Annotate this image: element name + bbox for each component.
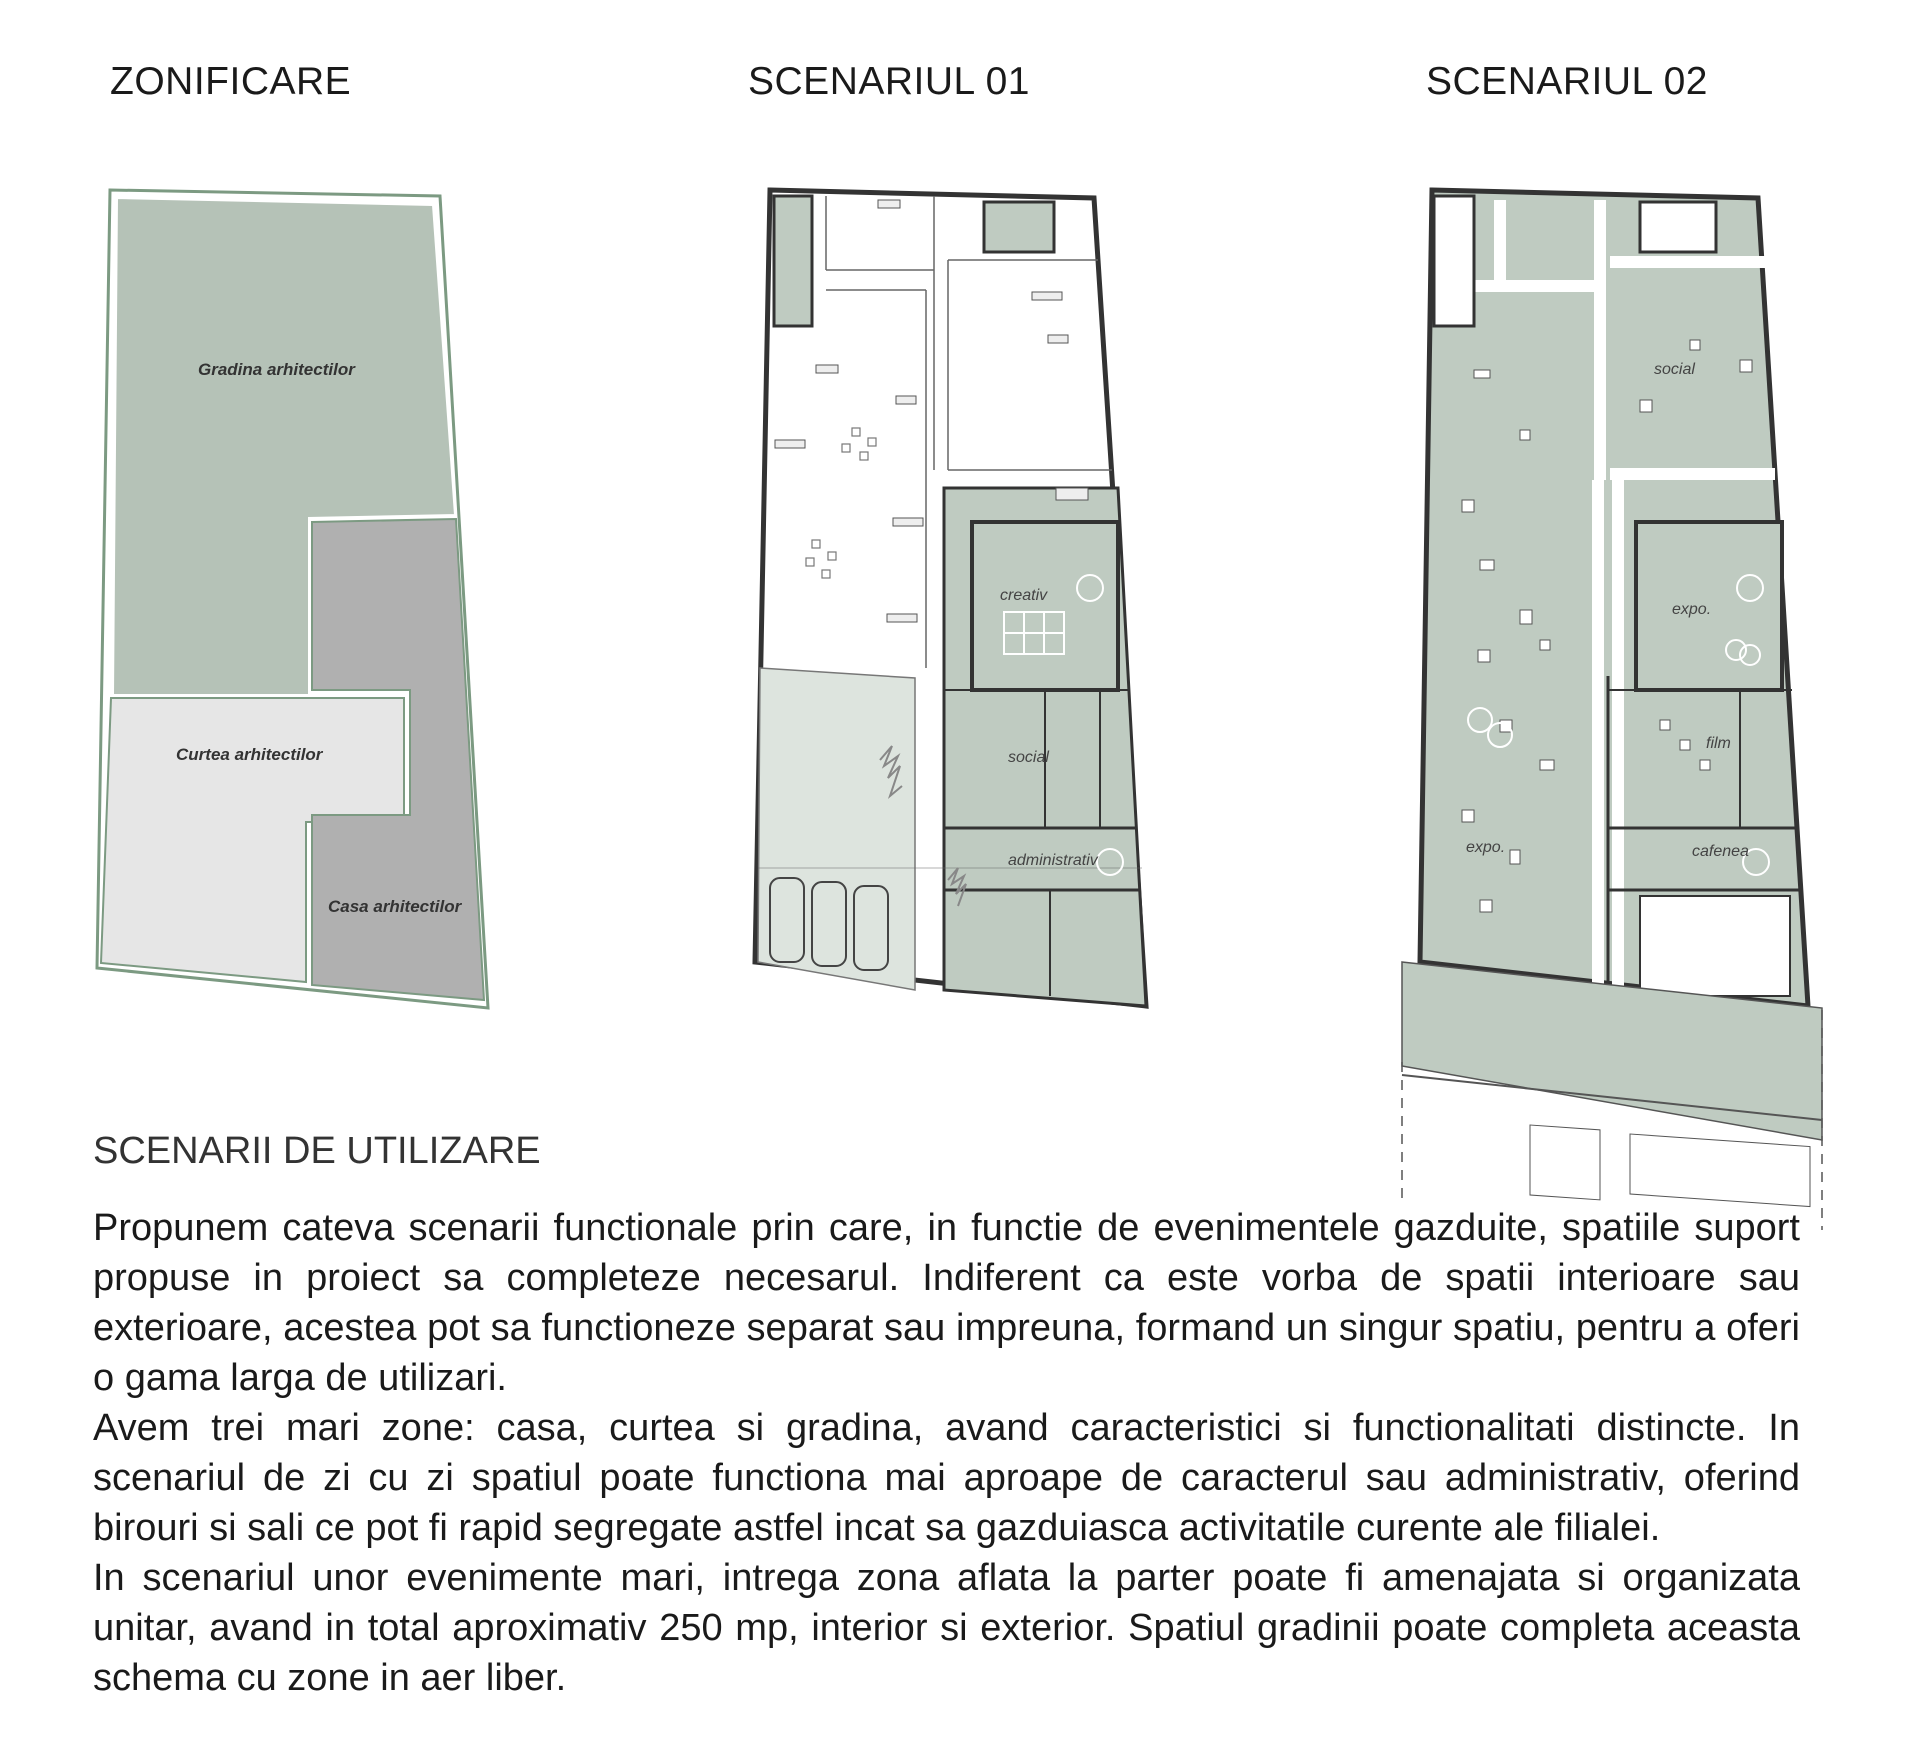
room-social-02: social <box>1654 361 1695 378</box>
label-gradina: Gradina arhitectilor <box>198 360 355 379</box>
label-casa: Casa arhitectilor <box>328 897 462 916</box>
title-zonificare: ZONIFICARE <box>110 60 352 103</box>
title-scenariul-02: SCENARIUL 02 <box>1426 60 1708 103</box>
paragraph-1: Propunem cateva scenarii functionale prin care, in functie de evenimentele gazduite, spatiile suport propuse in proiect sa completeze necesarul. Indiferent ca este vorba de spatii interioare sau exterioare, acestea pot sa functioneze separat sau impreuna, formand un singur spatiu, pentru a oferi o gama larga de utilizari. <box>93 1207 1800 1399</box>
room-cafenea: cafenea <box>1692 843 1749 860</box>
room-film: film <box>1706 735 1731 752</box>
room-social-01: social <box>1008 749 1049 766</box>
room-creativ: creativ <box>1000 587 1048 604</box>
paragraph-2: Avem trei mari zone: casa, curtea si gradina, avand caracteristici si functionalitati distincte. In scenariul de zi cu zi spatiul poate functiona mai aproape de caracterul sau administrativ, oferind birouri si sali ce pot fi rapid segregate astfel incat sa gazduiasca activitatile curente ale filialei. <box>93 1407 1800 1549</box>
room-expo-exterior: expo. <box>1466 839 1506 856</box>
title-scenariul-01: SCENARIUL 01 <box>748 60 1030 103</box>
courtyard-strip-01 <box>758 668 915 990</box>
zoning-plan <box>97 190 488 1008</box>
paragraph-3: In scenariul unor evenimente mari, intrega zona aflata la parter poate fi amenajata si organizata unitar, avand in total aproximativ 250 mp, interior si exterior. Spatiul gradinii poate completa aceasta schema cu zone in aer liber. <box>93 1557 1800 1699</box>
room-expo-interior: expo. <box>1672 601 1712 618</box>
label-curtea: Curtea arhitectilor <box>176 745 323 764</box>
scenario-01-plan <box>755 190 1146 1006</box>
room-administrativ: administrativ <box>1008 852 1098 869</box>
scenario-02-plan <box>1402 190 1822 1230</box>
section-heading: SCENARII DE UTILIZARE <box>93 1130 541 1172</box>
description-text <box>93 1203 1800 1703</box>
